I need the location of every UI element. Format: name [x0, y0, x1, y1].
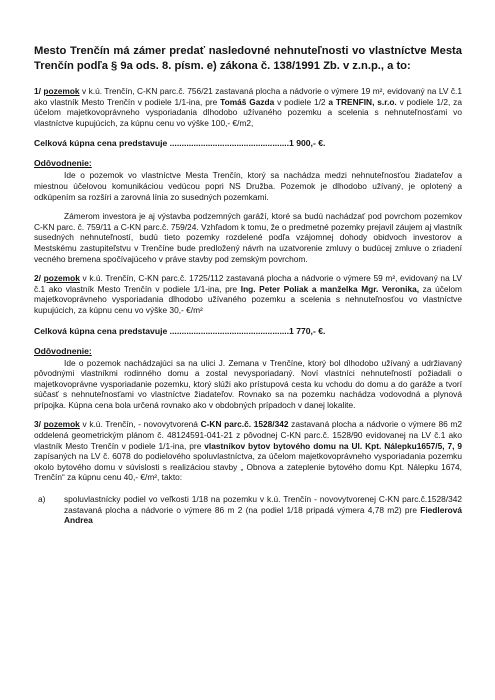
- reason-paragraph: Zámerom investora je aj výstavba podzemných garáží, ktoré sa budú nachádzať pod povrchom pozemkov C-KN parc. č. 759/11 a C-KN parc.č. 759/24. Vzhľadom k tomu, že o predmetné pozemky prejavil záujem aj vlastník susedných nehnuteľností, budú tieto pozemky rozdelené podľa vzájomnej dohody obidvoch investorov a Mestskému zastupiteľstvu v Trenčíne bude predložený návrh na uzatvorenie zmluvy o budúcej zmluve o zriadení vecného bremena spočívajúceho v práve stavby pod zemským povrchom.: [34, 211, 462, 264]
- item-text: v podiele 1/2: [274, 96, 329, 107]
- reason-heading: Odôvodnenie:: [34, 345, 92, 356]
- total-label: Celková kúpna cena predstavuje: [34, 138, 168, 149]
- item-3: [34, 419, 462, 525]
- sub-item-a: [34, 494, 462, 526]
- item-text: v podiele 1/2, za účelom majetkovoprávneho vysporiadania dlhodobo užívaného pozemku a scelenia s nehnuteľnosťami vo vlastníctve kupujúcich, za kúpnu cenu vo výške 100,- €/m2,: [34, 96, 462, 128]
- item-text: v k.ú. Trenčín, C-KN parc.č. 756/21 zastavaná plocha a nádvorie o výmere 19 m², evidovaný na LV č.1 ako vlastník Mesto Trenčín v podiele 1/1-ina, pre: [34, 86, 462, 107]
- buyer-name: Tomáš Gazda: [220, 96, 275, 107]
- total-dots: ..................................................: [169, 138, 290, 149]
- reason-heading: Odôvodnenie:: [34, 158, 92, 169]
- sub-item-body: spoluvlastnícky podiel vo veľkosti 1/18 na pozemku v k.ú. Trenčín - novovytvorenej C-KN parc.č.1528/342 zastavaná plocha a nádvorie o výmere 86 m 2 (na podiel 1/18 pripadá výmera 4,78 m2) pre: [64, 494, 462, 515]
- document-page: [34, 44, 462, 526]
- item-2: [34, 273, 462, 410]
- item-number: 3/: [34, 419, 41, 430]
- co-owner-name: Fiedlerová Andrea: [64, 504, 462, 526]
- item-label: pozemok: [43, 86, 80, 96]
- item-1-description: [34, 86, 462, 128]
- sub-item-text: [64, 494, 462, 526]
- total-price-line: [34, 138, 462, 149]
- reason-paragraph: Ide o pozemok nachádzajúci sa na ulici J. Zemana v Trenčíne, ktorý bol dlhodobo užívaný a udržiavaný pôvodnými vlastníkmi rodinného domu a zostal nevysporiadaný. Noví vlastníci nehnuteľností požiadali o majetkovoprávne vysporiadanie pozemku, ktorý slúži ako prístupová cesta ku vchodu do domu a do garáže a tvorí súčasť s nehnuteľnosťami vo vlastníctve žiadateľov. Rovnako sa na pozemku nachádza vodovodná a plynová prípojka. Kúpna cena bola určená rovnako ako v obdobných prípadoch v danej lokalite.: [34, 357, 462, 410]
- item-1: [34, 86, 462, 264]
- item-number: 1/: [34, 86, 41, 96]
- item-text: za účelom majetkovoprávneho vysporiadania dlhodobo užívaného pozemku a scelenia s nehnuteľnosťou vo vlastníctve kupujúcich, za kúpnu cenu vo výške 30,- €/m²: [34, 283, 462, 315]
- total-value: 1 770,- €.: [289, 325, 326, 336]
- total-price-line: [34, 326, 462, 337]
- parcel-number: C-KN parc.č. 1528/342: [200, 419, 289, 430]
- sub-item-label: a): [38, 494, 46, 505]
- buyer-name: Ing. Peter Poliak a manželka Mgr. Veronika,: [240, 283, 420, 294]
- item-text: zapísaných na LV č. 6078 do podielového spoluvlastníctva, za účelom majetkovoprávneho vysporiadania pozemku okolo bytového domu v súvislosti s realizáciou stavby „ Obnova a zateplenie bytového domu Kpt. Nálepku 1674, Trenčín“ za kúpnu cenu 40,- €/m², takto:: [34, 451, 462, 483]
- item-text: zastavaná plocha a nádvorie o výmere 86 m2 oddelená geometrickým plánom č. 48124591-041-21 z pôvodnej C-KN parc.č. 1528/90 evidovanej na LV č.1 ako vlastník Mesto Trenčín v podiele 1/1-ina, pre: [34, 419, 462, 451]
- item-label: pozemok: [43, 273, 80, 284]
- reason-paragraph: Ide o pozemok vo vlastníctve Mesta Trenčín, ktorý sa nachádza medzi nehnuteľnosťou žiadateľov a miestnou účelovou komunikáciou vedúcou popri NS Družba. Pozemok je dlhodobo užívaný, je oplotený a odkúpením sa rozšíri a zarovná línia zo susedných pozemkami.: [34, 170, 462, 202]
- total-value: 1 900,- €.: [289, 138, 326, 149]
- item-label: pozemok: [43, 419, 80, 430]
- buyer-name: a TRENFIN, s.r.o.: [328, 96, 397, 107]
- item-number: 2/: [34, 273, 41, 284]
- total-dots: ..................................................: [169, 325, 290, 336]
- item-2-description: [34, 273, 462, 315]
- item-text: v k.ú. Trenčín, C-KN parc.č. 1725/112 zastavaná plocha a nádvorie o výmere 59 m², evidovaný na LV č.1 ako vlastník Mesto Trenčín v podiele 1/1-ina, pre: [34, 273, 462, 294]
- owners-name: vlastníkov bytov bytového domu na Ul. Kpt. Nálepku1657/5, 7, 9: [204, 440, 462, 451]
- document-title: Mesto Trenčín má zámer predať nasledovné nehnuteľnosti vo vlastníctve Mesta Trenčín podľa § 9a ods. 8. písm. e) zákona č. 138/1991 Zb. v z.n.p., a to:: [34, 45, 462, 72]
- item-3-description: [34, 419, 462, 483]
- total-label: Celková kúpna cena predstavuje: [34, 325, 168, 336]
- item-text: v k.ú. Trenčín, - novovytvorená: [79, 419, 201, 430]
